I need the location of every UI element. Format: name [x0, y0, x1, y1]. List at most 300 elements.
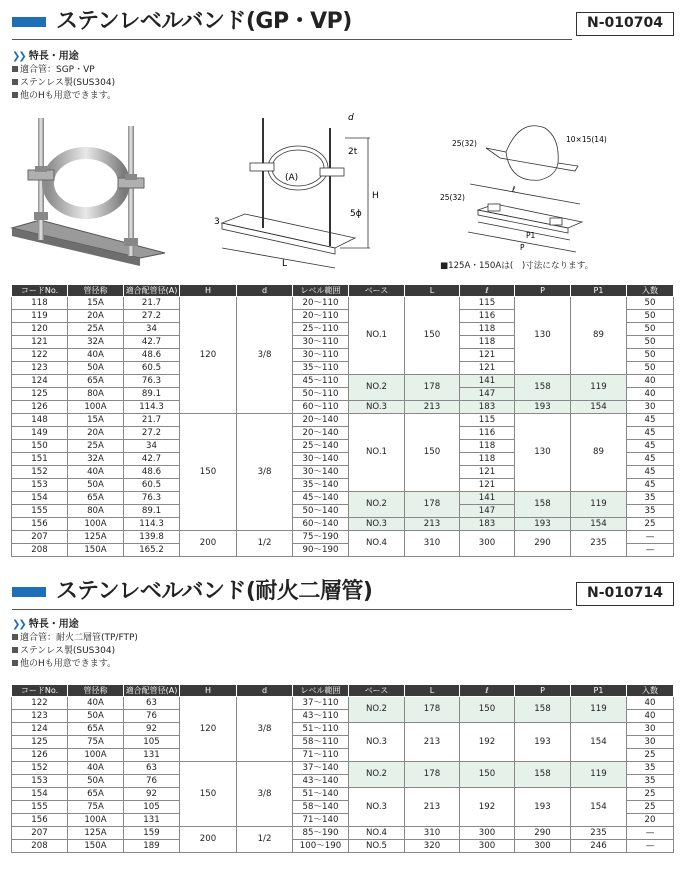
d-cell: 1/2	[237, 531, 293, 557]
svg-text:L: L	[282, 259, 288, 269]
spec-table-gp-vp	[11, 284, 674, 557]
level-range-cell: 30～140	[293, 453, 349, 466]
pipe-dia-cell: 131	[124, 749, 180, 762]
code-cell: 153	[12, 775, 68, 788]
base-cell: NO.4	[349, 531, 405, 557]
product-photo-and-drawings	[0, 108, 686, 280]
pipe-dia-cell: 189	[124, 840, 180, 853]
base-cell: NO.3	[349, 518, 405, 531]
qty-cell: 30	[627, 736, 674, 749]
table-header-row	[12, 685, 674, 697]
code-cell: 118	[12, 297, 68, 310]
pipe-dia-cell: 21.7	[124, 297, 180, 310]
P1-cell: 119	[571, 697, 627, 723]
level-range-cell: 30～140	[293, 466, 349, 479]
ell-cell: 116	[460, 427, 515, 440]
level-range-cell: 45～140	[293, 492, 349, 505]
svg-text:10×15(14): 10×15(14)	[566, 135, 607, 144]
feature-item: 他のHも用意できます。	[12, 90, 116, 103]
square-bullet-icon	[12, 92, 18, 98]
svg-text:25(32): 25(32)	[452, 139, 477, 148]
product-photo	[12, 118, 165, 266]
size-cell: 50A	[68, 362, 124, 375]
pipe-dia-cell: 159	[124, 827, 180, 840]
col-ell: ℓ	[460, 285, 515, 297]
size-cell: 50A	[68, 710, 124, 723]
qty-cell: —	[627, 840, 674, 853]
code-cell: 207	[12, 827, 68, 840]
level-range-cell: 37～110	[293, 697, 349, 710]
ell-cell: 141	[460, 375, 515, 388]
section1-features	[12, 50, 116, 103]
qty-cell: 50	[627, 349, 674, 362]
level-range-cell: 30～110	[293, 349, 349, 362]
code-cell: 155	[12, 801, 68, 814]
size-cell: 100A	[68, 814, 124, 827]
feature-item: 他のHも用意できます。	[12, 658, 138, 671]
pipe-dia-cell: 76	[124, 775, 180, 788]
P-cell: 193	[515, 788, 571, 827]
L-cell: 213	[405, 518, 460, 531]
level-range-cell: 25～140	[293, 440, 349, 453]
P1-cell: 154	[571, 788, 627, 827]
table-row	[12, 697, 674, 710]
table-row	[12, 401, 674, 414]
ell-cell: 141	[460, 492, 515, 505]
section2-features	[12, 618, 138, 671]
col-base: ベース	[349, 685, 405, 697]
P1-cell: 154	[571, 401, 627, 414]
P1-cell: 89	[571, 297, 627, 375]
qty-cell: 45	[627, 427, 674, 440]
col-ell: ℓ	[460, 685, 515, 697]
ell-cell: 121	[460, 349, 515, 362]
pipe-dia-cell: 76	[124, 710, 180, 723]
H-cell: 150	[180, 762, 237, 827]
qty-cell: 25	[627, 518, 674, 531]
section1-title: ステンレベルバンド(GP・VP)	[56, 9, 352, 34]
col-P1: P1	[571, 285, 627, 297]
section2-header	[12, 578, 674, 608]
base-cell: NO.2	[349, 375, 405, 401]
col-level-range: レベル範囲	[293, 285, 349, 297]
base-cell: NO.1	[349, 297, 405, 375]
level-range-cell: 71～110	[293, 749, 349, 762]
code-cell: 123	[12, 362, 68, 375]
qty-cell: 20	[627, 814, 674, 827]
features-heading: ❯❯ 特長・用途	[12, 51, 79, 62]
col-level-range: レベル範囲	[293, 685, 349, 697]
code-cell: 119	[12, 310, 68, 323]
qty-cell: —	[627, 827, 674, 840]
H-cell: 200	[180, 827, 237, 853]
col-H: H	[180, 285, 237, 297]
ell-cell: 192	[460, 788, 515, 827]
ell-cell: 147	[460, 505, 515, 518]
pipe-dia-cell: 165.2	[124, 544, 180, 557]
ell-cell: 115	[460, 297, 515, 310]
table-row	[12, 762, 674, 775]
pipe-dia-cell: 63	[124, 697, 180, 710]
L-cell: 213	[405, 401, 460, 414]
pipe-dia-cell: 76.3	[124, 375, 180, 388]
base-cell: NO.5	[349, 840, 405, 853]
size-cell: 32A	[68, 453, 124, 466]
code-cell: 125	[12, 736, 68, 749]
base-cell: NO.3	[349, 788, 405, 827]
size-cell: 100A	[68, 401, 124, 414]
level-range-cell: 25～110	[293, 323, 349, 336]
level-range-cell: 43～110	[293, 710, 349, 723]
d-cell: 3/8	[237, 762, 293, 827]
pipe-dia-cell: 89.1	[124, 388, 180, 401]
table-row	[12, 492, 674, 505]
size-cell: 150A	[68, 544, 124, 557]
H-cell: 120	[180, 297, 237, 414]
L-cell: 310	[405, 531, 460, 557]
square-bullet-icon	[12, 79, 18, 85]
ell-cell: 116	[460, 310, 515, 323]
level-range-cell: 58～110	[293, 736, 349, 749]
P-cell: 300	[515, 840, 571, 853]
square-bullet-icon	[12, 634, 18, 640]
section1-code: N-010704	[576, 12, 674, 36]
qty-cell: 25	[627, 801, 674, 814]
features-heading: ❯❯ 特長・用途	[12, 619, 79, 630]
col-L: L	[405, 685, 460, 697]
ell-cell: 300	[460, 827, 515, 840]
level-range-cell: 30～110	[293, 336, 349, 349]
pipe-dia-cell: 92	[124, 723, 180, 736]
section2-code: N-010714	[576, 582, 674, 606]
pipe-dia-cell: 105	[124, 736, 180, 749]
svg-text:ℓ: ℓ	[512, 185, 516, 194]
col-P1: P1	[571, 685, 627, 697]
col-P: P	[515, 285, 571, 297]
P1-cell: 154	[571, 518, 627, 531]
qty-cell: 25	[627, 749, 674, 762]
H-cell: 120	[180, 697, 237, 762]
level-range-cell: 35～140	[293, 479, 349, 492]
pipe-dia-cell: 60.5	[124, 479, 180, 492]
P-cell: 193	[515, 518, 571, 531]
level-range-cell: 60～140	[293, 518, 349, 531]
pipe-dia-cell: 114.3	[124, 401, 180, 414]
d-cell: 3/8	[237, 697, 293, 762]
feature-item: 適合管：SGP・VP	[12, 64, 116, 77]
size-cell: 15A	[68, 297, 124, 310]
base-cell: NO.2	[349, 492, 405, 518]
P-cell: 193	[515, 723, 571, 762]
svg-text:25(32): 25(32)	[440, 193, 465, 202]
d-cell: 1/2	[237, 827, 293, 853]
ell-cell: 300	[460, 531, 515, 557]
product-figures	[0, 108, 686, 280]
svg-text:(A): (A)	[285, 173, 299, 183]
spec-table-fireproof	[11, 684, 674, 853]
P-cell: 158	[515, 697, 571, 723]
svg-text:d: d	[348, 113, 354, 123]
level-range-cell: 20～110	[293, 310, 349, 323]
col-qty: 入数	[627, 285, 674, 297]
L-cell: 178	[405, 492, 460, 518]
col-pipe-dia: 適合配管径(A)	[124, 685, 180, 697]
base-cell: NO.2	[349, 697, 405, 723]
svg-text:2t: 2t	[348, 147, 358, 157]
svg-text:5ϕ: 5ϕ	[350, 209, 362, 219]
table-row	[12, 827, 674, 840]
feature-item: ステンレス製(SUS304)	[12, 77, 116, 90]
qty-cell: 25	[627, 788, 674, 801]
pipe-dia-cell: 89.1	[124, 505, 180, 518]
ell-cell: 192	[460, 723, 515, 762]
ell-cell: 183	[460, 518, 515, 531]
pipe-dia-cell: 76.3	[124, 492, 180, 505]
L-cell: 310	[405, 827, 460, 840]
P1-cell: 154	[571, 723, 627, 762]
P-cell: 290	[515, 531, 571, 557]
section1-header	[12, 8, 674, 38]
ell-cell: 118	[460, 336, 515, 349]
code-cell: 149	[12, 427, 68, 440]
base-cell: NO.1	[349, 414, 405, 492]
title-bar-accent	[12, 17, 46, 27]
level-range-cell: 75～190	[293, 531, 349, 544]
code-cell: 151	[12, 453, 68, 466]
svg-text:H: H	[372, 191, 379, 201]
size-cell: 100A	[68, 749, 124, 762]
P1-cell: 235	[571, 827, 627, 840]
size-cell: 20A	[68, 427, 124, 440]
double-chevron-icon: ❯❯	[12, 51, 25, 62]
ell-cell: 150	[460, 762, 515, 788]
col-base: ベース	[349, 285, 405, 297]
qty-cell: 40	[627, 710, 674, 723]
P-cell: 158	[515, 762, 571, 788]
P-cell: 158	[515, 492, 571, 518]
col-qty: 入数	[627, 685, 674, 697]
qty-cell: 40	[627, 388, 674, 401]
ell-cell: 300	[460, 840, 515, 853]
ell-cell: 115	[460, 414, 515, 427]
table-row	[12, 723, 674, 736]
qty-cell: 50	[627, 336, 674, 349]
table-row	[12, 531, 674, 544]
qty-cell: 45	[627, 453, 674, 466]
col-pipe-dia: 適合配管径(A)	[124, 285, 180, 297]
pipe-dia-cell: 27.2	[124, 427, 180, 440]
base-cell: NO.4	[349, 827, 405, 840]
double-chevron-icon: ❯❯	[12, 619, 25, 630]
code-cell: 207	[12, 531, 68, 544]
d-cell: 3/8	[237, 297, 293, 414]
col-P: P	[515, 685, 571, 697]
P-cell: 193	[515, 401, 571, 414]
code-cell: 148	[12, 414, 68, 427]
square-bullet-icon	[12, 647, 18, 653]
L-cell: 178	[405, 762, 460, 788]
L-cell: 178	[405, 375, 460, 401]
dimension-drawing-top	[468, 126, 582, 252]
size-cell: 40A	[68, 466, 124, 479]
size-cell: 65A	[68, 375, 124, 388]
svg-text:P: P	[520, 243, 525, 252]
code-cell: 153	[12, 479, 68, 492]
H-cell: 200	[180, 531, 237, 557]
qty-cell: 40	[627, 697, 674, 710]
feature-item: 適合管：耐火二層管(TP/FTP)	[12, 632, 138, 645]
level-range-cell: 50～140	[293, 505, 349, 518]
ell-cell: 150	[460, 697, 515, 723]
P-cell: 130	[515, 414, 571, 492]
code-cell: 124	[12, 723, 68, 736]
size-cell: 50A	[68, 479, 124, 492]
qty-cell: 30	[627, 401, 674, 414]
P1-cell: 89	[571, 414, 627, 492]
level-range-cell: 58～140	[293, 801, 349, 814]
H-cell: 150	[180, 414, 237, 531]
table-header-row	[12, 285, 674, 297]
square-bullet-icon	[12, 660, 18, 666]
code-cell: 122	[12, 349, 68, 362]
ell-cell: 147	[460, 388, 515, 401]
table-row	[12, 297, 674, 310]
ell-cell: 118	[460, 323, 515, 336]
qty-cell: 50	[627, 297, 674, 310]
code-cell: 208	[12, 840, 68, 853]
size-cell: 20A	[68, 310, 124, 323]
code-cell: 150	[12, 440, 68, 453]
base-cell: NO.2	[349, 762, 405, 788]
qty-cell: 30	[627, 723, 674, 736]
P1-cell: 119	[571, 375, 627, 401]
ell-cell: 121	[460, 466, 515, 479]
pipe-dia-cell: 131	[124, 814, 180, 827]
level-range-cell: 20～110	[293, 297, 349, 310]
dimension-drawing-front	[222, 118, 370, 268]
code-cell: 155	[12, 505, 68, 518]
qty-cell: —	[627, 544, 674, 557]
P1-cell: 235	[571, 531, 627, 557]
size-cell: 125A	[68, 531, 124, 544]
col-size: 管径称	[68, 685, 124, 697]
ell-cell: 183	[460, 401, 515, 414]
qty-cell: 45	[627, 466, 674, 479]
ell-cell: 121	[460, 479, 515, 492]
code-cell: 123	[12, 710, 68, 723]
ell-cell: 121	[460, 362, 515, 375]
title-rule	[12, 39, 572, 40]
qty-cell: 50	[627, 310, 674, 323]
d-cell: 3/8	[237, 414, 293, 531]
svg-text:3: 3	[214, 217, 220, 227]
code-cell: 121	[12, 336, 68, 349]
size-cell: 80A	[68, 388, 124, 401]
level-range-cell: 71～140	[293, 814, 349, 827]
size-cell: 40A	[68, 349, 124, 362]
size-cell: 80A	[68, 505, 124, 518]
size-cell: 65A	[68, 723, 124, 736]
ell-cell: 118	[460, 453, 515, 466]
level-range-cell: 85～190	[293, 827, 349, 840]
qty-cell: 50	[627, 362, 674, 375]
level-range-cell: 51～140	[293, 788, 349, 801]
qty-cell: 35	[627, 505, 674, 518]
code-cell: 156	[12, 814, 68, 827]
pipe-dia-cell: 139.8	[124, 531, 180, 544]
pipe-dia-cell: 114.3	[124, 518, 180, 531]
size-cell: 25A	[68, 323, 124, 336]
pipe-dia-cell: 92	[124, 788, 180, 801]
level-range-cell: 20～140	[293, 427, 349, 440]
P-cell: 158	[515, 375, 571, 401]
size-cell: 15A	[68, 414, 124, 427]
col-d: d	[237, 285, 293, 297]
pipe-dia-cell: 42.7	[124, 453, 180, 466]
svg-text:P1: P1	[526, 231, 536, 240]
base-cell: NO.3	[349, 401, 405, 414]
col-size: 管径称	[68, 285, 124, 297]
table-row	[12, 788, 674, 801]
table-row	[12, 375, 674, 388]
L-cell: 150	[405, 297, 460, 375]
L-cell: 213	[405, 788, 460, 827]
pipe-dia-cell: 48.6	[124, 349, 180, 362]
qty-cell: 35	[627, 762, 674, 775]
L-cell: 178	[405, 697, 460, 723]
size-cell: 40A	[68, 762, 124, 775]
code-cell: 152	[12, 466, 68, 479]
pipe-dia-cell: 34	[124, 440, 180, 453]
size-cell: 65A	[68, 788, 124, 801]
pipe-dia-cell: 27.2	[124, 310, 180, 323]
section2-title: ステンレベルバンド(耐火二層管)	[56, 579, 373, 604]
size-cell: 50A	[68, 775, 124, 788]
col-H: H	[180, 685, 237, 697]
ell-cell: 118	[460, 440, 515, 453]
level-range-cell: 60～110	[293, 401, 349, 414]
code-cell: 124	[12, 375, 68, 388]
code-cell: 154	[12, 788, 68, 801]
level-range-cell: 100～190	[293, 840, 349, 853]
size-cell: 65A	[68, 492, 124, 505]
P-cell: 290	[515, 827, 571, 840]
P1-cell: 246	[571, 840, 627, 853]
qty-cell: 50	[627, 323, 674, 336]
qty-cell: 45	[627, 440, 674, 453]
code-cell: 126	[12, 401, 68, 414]
level-range-cell: 37～140	[293, 762, 349, 775]
col-d: d	[237, 685, 293, 697]
title-bar-accent	[12, 587, 46, 597]
L-cell: 213	[405, 723, 460, 762]
pipe-dia-cell: 63	[124, 762, 180, 775]
qty-cell: 45	[627, 414, 674, 427]
col-code: コードNo.	[12, 285, 68, 297]
pipe-dia-cell: 60.5	[124, 362, 180, 375]
pipe-dia-cell: 21.7	[124, 414, 180, 427]
size-note: ■125A・150Aは( )寸法になります。	[440, 261, 594, 271]
level-range-cell: 45～110	[293, 375, 349, 388]
code-cell: 122	[12, 697, 68, 710]
col-code: コードNo.	[12, 685, 68, 697]
code-cell: 126	[12, 749, 68, 762]
code-cell: 125	[12, 388, 68, 401]
size-cell: 75A	[68, 801, 124, 814]
L-cell: 150	[405, 414, 460, 492]
level-range-cell: 51～110	[293, 723, 349, 736]
level-range-cell: 35～110	[293, 362, 349, 375]
